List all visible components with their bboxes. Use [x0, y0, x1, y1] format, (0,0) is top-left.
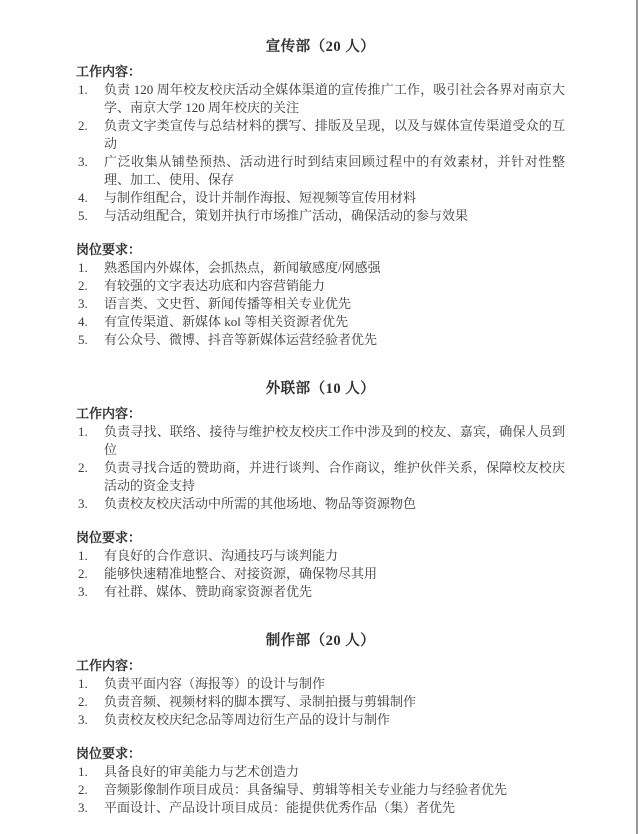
- section-xuanchuanbu: [76, 38, 565, 349]
- list-item-number: 1.: [78, 548, 88, 563]
- list-item-number: 3.: [78, 800, 88, 815]
- requirements-block: [76, 529, 565, 601]
- list-item-text: 熟悉国内外媒体，会抓热点，新闻敏感度/网感强: [104, 260, 381, 275]
- work-content-heading: 工作内容：: [76, 64, 142, 79]
- list-item-text: 音频影像制作项目成员：具备编导、剪辑等相关专业能力与经验者优先: [104, 782, 508, 797]
- list-item-text: 广泛收集从铺垫预热、活动进行时到结束回顾过程中的有效素材，并针对性整理、加工、使用、保存: [104, 154, 565, 187]
- list-item-text: 有社群、媒体、赞助商家资源者优先: [104, 584, 313, 599]
- list-item: [76, 81, 565, 117]
- list-item: [76, 313, 565, 331]
- list-item-number: 5.: [78, 332, 88, 347]
- list-item-number: 1.: [78, 764, 88, 779]
- requirements-heading: 岗位要求：: [76, 746, 142, 761]
- work-content-heading: 工作内容：: [76, 658, 142, 673]
- list-item-text: 负责音频、视频材料的脚本撰写、录制拍摄与剪辑制作: [104, 694, 417, 709]
- list-item-text: 负责 120 周年校友校庆活动全媒体渠道的宣传推广工作，吸引社会各界对南京大学、南京大学 120 周年校庆的关注: [104, 82, 565, 115]
- work-content-list: [76, 675, 565, 729]
- list-item-text: 负责寻找、联络、接待与维护校友校庆工作中涉及到的校友、嘉宾，确保人员到位: [104, 424, 565, 457]
- section-title: 制作部（20 人）: [265, 633, 376, 649]
- list-item: [76, 331, 565, 349]
- list-item: [76, 117, 565, 153]
- list-item-number: 4.: [78, 190, 88, 205]
- list-item-text: 有良好的合作意识、沟通技巧与谈判能力: [104, 548, 339, 563]
- work-content-block: [76, 657, 565, 729]
- list-item-text: 负责寻找合适的赞助商，并进行谈判、合作商议，维护伙伴关系，保障校友校庆活动的资金支持: [104, 460, 565, 493]
- requirements-heading: 岗位要求：: [76, 242, 142, 257]
- list-item-text: 负责校友校庆纪念品等周边衍生产品的设计与制作: [104, 712, 391, 727]
- requirements-block: [76, 241, 565, 349]
- list-item-number: 3.: [78, 496, 88, 511]
- list-item: [76, 675, 565, 693]
- list-item-text: 负责文字类宣传与总结材料的撰写、排版及呈现，以及与媒体宣传渠道受众的互动: [104, 118, 565, 151]
- list-item-number: 1.: [78, 260, 88, 275]
- section-wailianbu: [76, 380, 565, 601]
- requirements-block: [76, 745, 565, 817]
- list-item-number: 2.: [78, 566, 88, 581]
- list-item: [76, 495, 565, 513]
- list-item-text: 有宣传渠道、新媒体 kol 等相关资源者优先: [104, 314, 349, 329]
- list-item: [76, 583, 565, 601]
- list-item-number: 3.: [78, 712, 88, 727]
- work-content-block: [76, 63, 565, 225]
- list-item-text: 有公众号、微博、抖音等新媒体运营经验者优先: [104, 332, 378, 347]
- list-item: [76, 693, 565, 711]
- section-zhizuobu: [76, 632, 565, 817]
- list-item: [76, 259, 565, 277]
- list-item-text: 负责校友校庆活动中所需的其他场地、物品等资源物色: [104, 496, 417, 511]
- list-item: [76, 423, 565, 459]
- list-item-text: 平面设计、产品设计项目成员：能提供优秀作品（集）者优先: [104, 800, 456, 815]
- list-item-number: 2.: [78, 278, 88, 293]
- list-item-number: 1.: [78, 424, 88, 439]
- list-item: [76, 153, 565, 189]
- list-item: [76, 547, 565, 565]
- list-item: [76, 295, 565, 313]
- list-item: [76, 277, 565, 295]
- list-item-text: 与制作组配合，设计并制作海报、短视频等宣传用材料: [104, 190, 417, 205]
- list-item-number: 4.: [78, 314, 88, 329]
- requirements-list: [76, 547, 565, 601]
- list-item: [76, 565, 565, 583]
- list-item-text: 能够快速精准地整合、对接资源，确保物尽其用: [104, 566, 378, 581]
- list-item-number: 3.: [78, 154, 88, 169]
- list-item-number: 5.: [78, 208, 88, 223]
- requirements-heading: 岗位要求：: [76, 530, 142, 545]
- list-item: [76, 763, 565, 781]
- section-title: 外联部（10 人）: [265, 381, 376, 397]
- list-item-number: 2.: [78, 694, 88, 709]
- page-edge-border: [636, 0, 638, 834]
- list-item: [76, 459, 565, 495]
- work-content-list: [76, 81, 565, 225]
- list-item-text: 具备良好的审美能力与艺术创造力: [104, 764, 300, 779]
- list-item-text: 负责平面内容（海报等）的设计与制作: [104, 676, 326, 691]
- work-content-list: [76, 423, 565, 513]
- list-item: [76, 189, 565, 207]
- list-item-number: 1.: [78, 676, 88, 691]
- list-item-text: 与活动组配合，策划并执行市场推广活动，确保活动的参与效果: [104, 208, 469, 223]
- list-item-text: 有较强的文字表达功底和内容营销能力: [104, 278, 326, 293]
- requirements-list: [76, 259, 565, 349]
- work-content-heading: 工作内容：: [76, 406, 142, 421]
- list-item-number: 2.: [78, 118, 88, 133]
- list-item: [76, 781, 565, 799]
- list-item-number: 1.: [78, 82, 88, 97]
- list-item: [76, 799, 565, 817]
- list-item-number: 2.: [78, 782, 88, 797]
- section-title: 宣传部（20 人）: [265, 39, 376, 55]
- list-item-number: 2.: [78, 460, 88, 475]
- list-item-number: 3.: [78, 296, 88, 311]
- work-content-block: [76, 405, 565, 513]
- list-item-text: 语言类、文史哲、新闻传播等相关专业优先: [104, 296, 352, 311]
- list-item: [76, 711, 565, 729]
- list-item: [76, 207, 565, 225]
- requirements-list: [76, 763, 565, 817]
- list-item-number: 3.: [78, 584, 88, 599]
